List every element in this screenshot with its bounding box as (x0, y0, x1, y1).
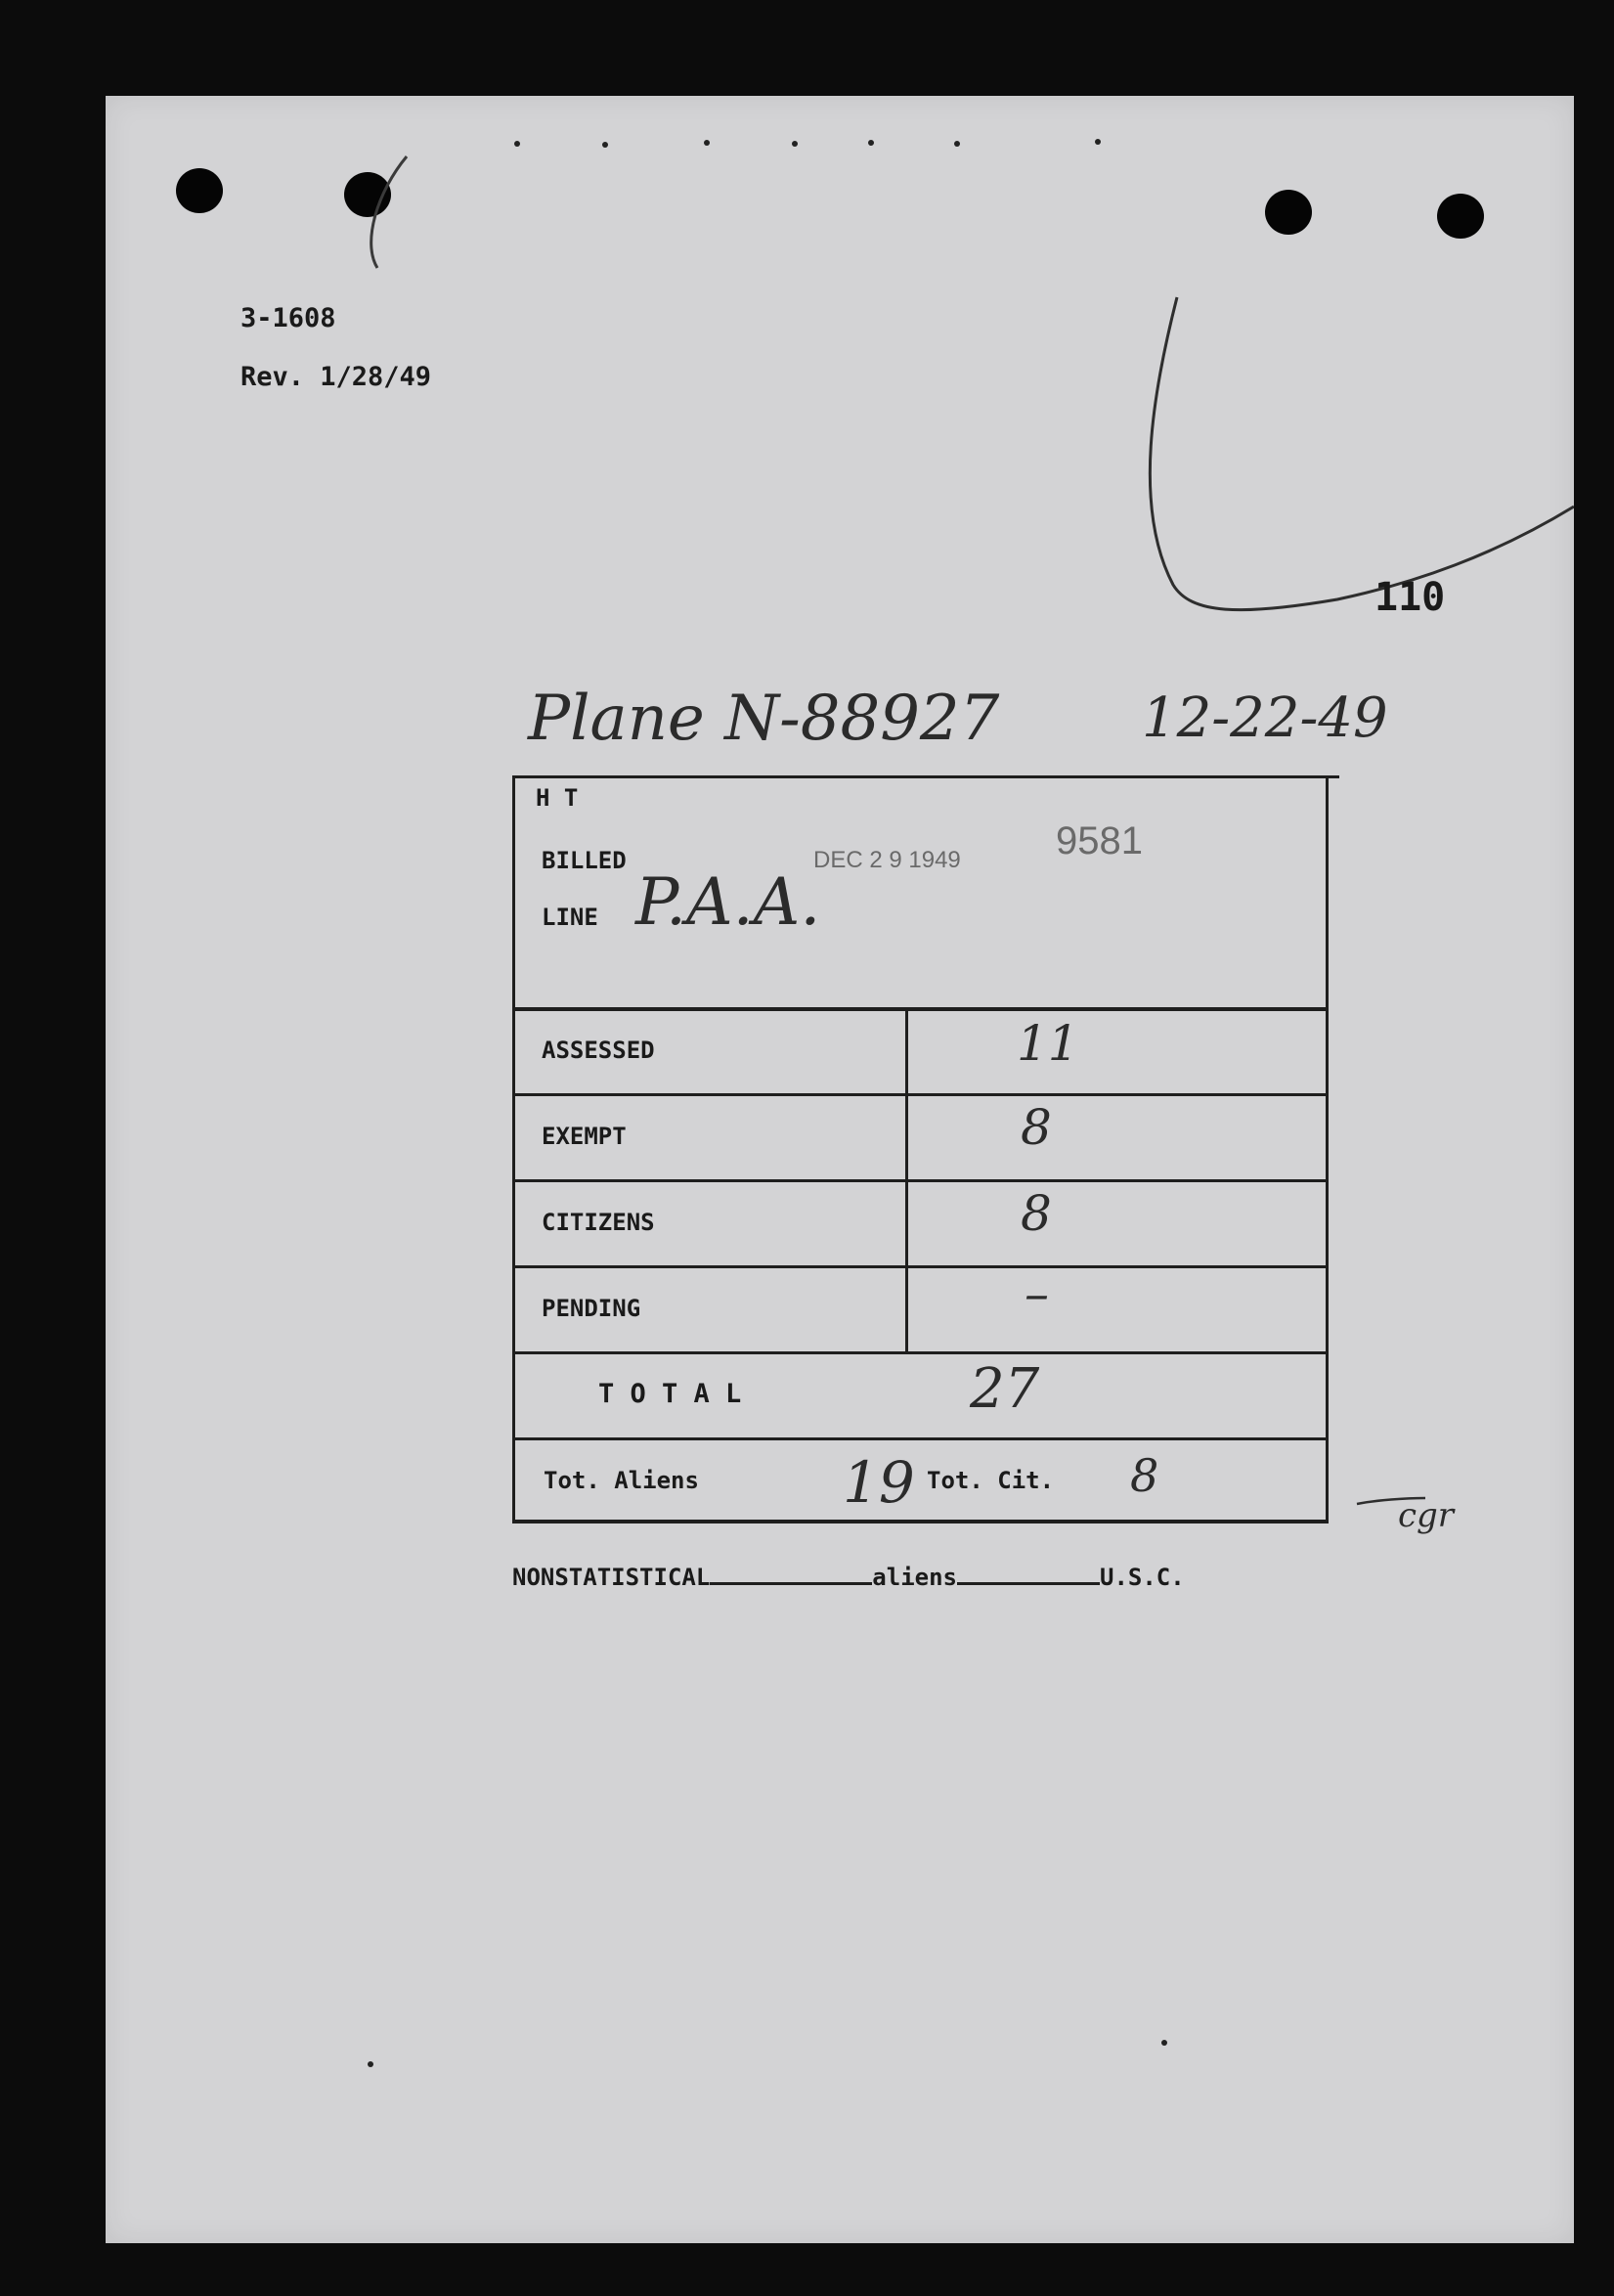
form-revision: Rev. 1/28/49 (240, 362, 432, 392)
total-cit-label: Tot. Cit. (927, 1467, 1055, 1494)
total-cit-value: 8 (1130, 1449, 1159, 1502)
pen-strokes (106, 96, 1574, 2243)
total-aliens-label: Tot. Aliens (544, 1467, 699, 1494)
row-value-exempt: 8 (1021, 1099, 1052, 1156)
nonstatistical-label: NONSTATISTICAL (512, 1564, 711, 1591)
row-label-exempt: EXEMPT (542, 1123, 627, 1150)
aliens-label: aliens (872, 1564, 957, 1591)
divider-total (512, 1437, 1329, 1440)
divider-row4 (512, 1351, 1329, 1354)
table-top-border (512, 775, 1339, 778)
row-value-pending: – (1025, 1265, 1049, 1322)
nonstatistical-line (512, 1561, 1185, 1591)
row-value-citizens: 8 (1021, 1185, 1052, 1242)
usc-label: U.S.C. (1100, 1564, 1185, 1591)
total-value: 27 (970, 1357, 1040, 1421)
divider-row1 (512, 1093, 1329, 1096)
row-label-citizens: CITIZENS (542, 1209, 655, 1236)
page-number: 110 (1374, 575, 1446, 620)
ht-label: H T (536, 784, 579, 812)
control-number-stamp: 9581 (1056, 819, 1143, 862)
row-value-assessed: 11 (1017, 1015, 1079, 1072)
row-label-assessed: ASSESSED (542, 1037, 655, 1064)
table-right-border (1326, 775, 1329, 1523)
form-number: 3-1608 (240, 303, 336, 333)
divider-header (512, 1007, 1329, 1011)
nonstat-usc-blank (957, 1561, 1100, 1585)
total-label: T O T A L (598, 1379, 742, 1409)
billed-label: BILLED (542, 847, 627, 874)
handwritten-date: 12-22-49 (1142, 686, 1388, 750)
plane-number: Plane N-88927 (528, 683, 1000, 755)
divider-row2 (512, 1179, 1329, 1182)
document-page (106, 96, 1574, 2243)
row-label-pending: PENDING (542, 1295, 641, 1322)
table-bottom-border (512, 1520, 1329, 1523)
column-divider (905, 1007, 908, 1351)
reviewer-initials: cgr (1398, 1496, 1455, 1535)
line-value: P.A.A. (635, 864, 821, 940)
table-left-border (512, 775, 515, 1523)
divider-row3 (512, 1265, 1329, 1268)
billed-date-stamp: DEC 2 9 1949 (813, 847, 961, 873)
line-label: LINE (542, 904, 598, 931)
nonstat-aliens-blank (710, 1561, 872, 1585)
total-aliens-value: 19 (843, 1449, 915, 1516)
